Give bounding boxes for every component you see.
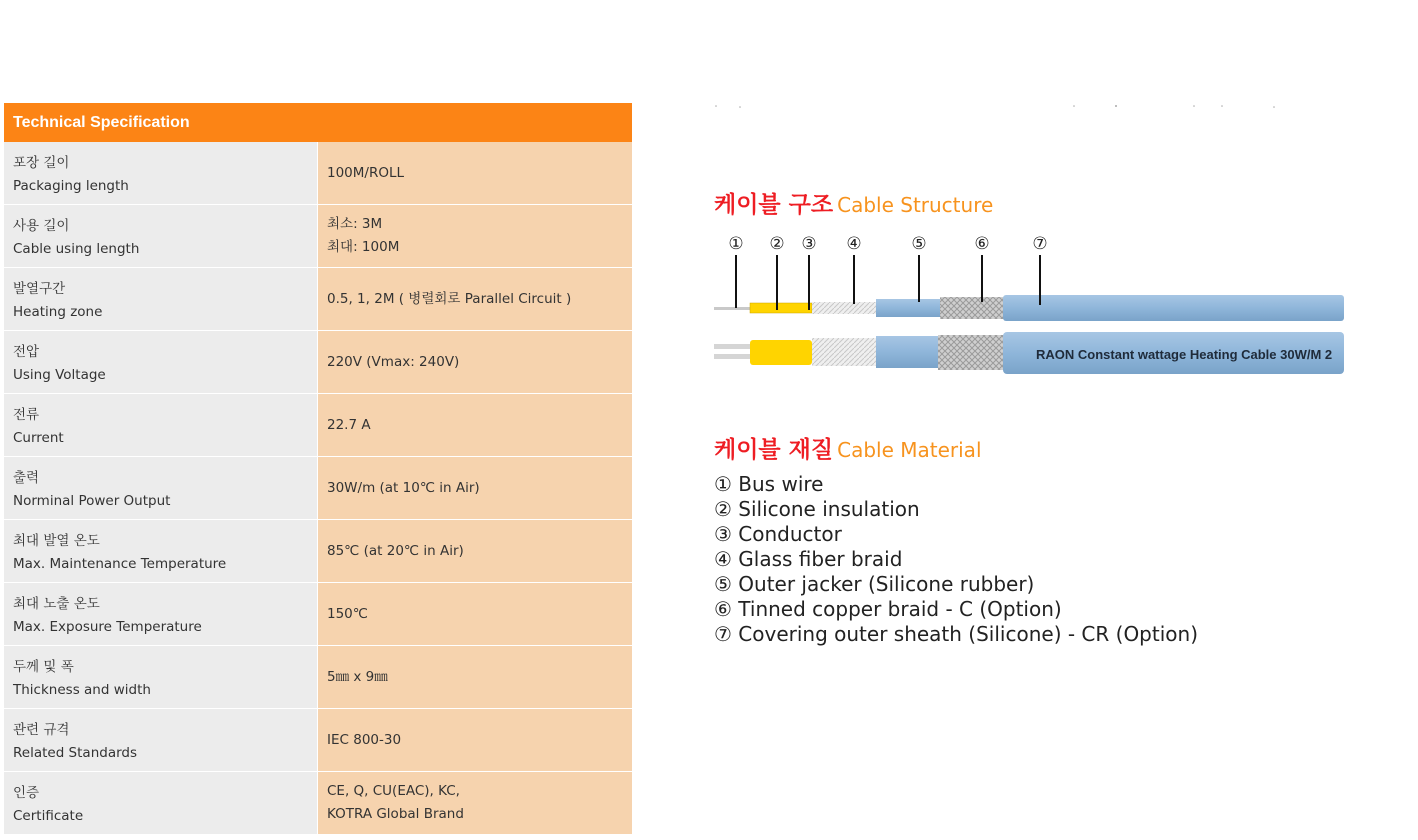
label-en: Certificate bbox=[13, 808, 84, 824]
label-ko: 최대 발열 온도 bbox=[13, 533, 100, 549]
label-en: Thickness and width bbox=[13, 682, 151, 698]
label-en: Related Standards bbox=[13, 745, 138, 761]
spec-value bbox=[318, 709, 632, 771]
spec-row bbox=[4, 330, 632, 393]
material-item: ④ Glass fiber braid bbox=[714, 547, 903, 571]
structure-title bbox=[714, 186, 993, 219]
material-item: ② Silicone insulation bbox=[714, 497, 920, 521]
marker-7: ⑦ bbox=[1032, 234, 1048, 254]
spec-value bbox=[318, 520, 632, 582]
structure-title-en: Cable Structure bbox=[837, 193, 994, 217]
marker-4: ④ bbox=[846, 234, 862, 254]
value-line: 85℃ (at 20℃ in Air) bbox=[327, 542, 464, 559]
spec-row bbox=[4, 204, 632, 267]
spec-label bbox=[4, 268, 318, 330]
spec-row bbox=[4, 645, 632, 708]
label-en: Max. Exposure Temperature bbox=[13, 619, 202, 635]
label-en: Using Voltage bbox=[13, 367, 106, 383]
material-item: ⑦ Covering outer sheath (Silicone) - CR (Option) bbox=[714, 622, 1198, 646]
label-ko: 발열구간 bbox=[13, 281, 66, 297]
spec-label bbox=[4, 583, 318, 645]
value-line: 22.7 A bbox=[327, 416, 371, 433]
material-title-en: Cable Material bbox=[837, 438, 982, 462]
label-en: Current bbox=[13, 430, 64, 446]
spec-label bbox=[4, 772, 318, 834]
material-title bbox=[714, 431, 982, 464]
spec-row bbox=[4, 393, 632, 456]
material-item: ⑤ Outer jacker (Silicone rubber) bbox=[714, 572, 1035, 596]
spec-value bbox=[318, 646, 632, 708]
label-en: Packaging length bbox=[13, 178, 129, 194]
spec-row bbox=[4, 142, 632, 204]
structure-title-ko: 케이블 구조 bbox=[714, 192, 834, 218]
spec-value bbox=[318, 205, 632, 267]
spec-row bbox=[4, 582, 632, 645]
spec-row bbox=[4, 519, 632, 582]
spec-label bbox=[4, 646, 318, 708]
spec-rows bbox=[4, 142, 632, 834]
label-ko: 사용 길이 bbox=[13, 218, 70, 234]
value-line: IEC 800-30 bbox=[327, 731, 402, 748]
spec-value bbox=[318, 331, 632, 393]
value-line: 30W/m (at 10℃ in Air) bbox=[327, 479, 480, 496]
spec-row bbox=[4, 771, 632, 834]
label-ko: 포장 길이 bbox=[13, 155, 70, 171]
value-line: 150℃ bbox=[327, 605, 368, 622]
label-ko: 전압 bbox=[13, 344, 40, 360]
label-en: Norminal Power Output bbox=[13, 493, 171, 509]
label-ko: 전류 bbox=[13, 407, 40, 423]
spec-label bbox=[4, 205, 318, 267]
spec-value bbox=[318, 268, 632, 330]
marker-2: ② bbox=[769, 234, 785, 254]
material-list bbox=[714, 472, 1198, 647]
value-line: 최대: 100M bbox=[327, 239, 400, 255]
spec-label bbox=[4, 709, 318, 771]
cable-structure-diagram bbox=[714, 228, 1344, 378]
value-line: 100M/ROLL bbox=[327, 164, 405, 181]
material-item: ① Bus wire bbox=[714, 472, 824, 496]
value-line: 220V (Vmax: 240V) bbox=[327, 353, 460, 370]
spec-label bbox=[4, 142, 318, 204]
spec-row bbox=[4, 708, 632, 771]
spec-label bbox=[4, 394, 318, 456]
material-item: ⑥ Tinned copper braid - C (Option) bbox=[714, 597, 1062, 621]
marker-1: ① bbox=[728, 234, 744, 254]
label-en: Heating zone bbox=[13, 304, 103, 320]
spec-label bbox=[4, 457, 318, 519]
spec-row bbox=[4, 267, 632, 330]
spec-row bbox=[4, 456, 632, 519]
spec-table-title: Technical Specification bbox=[4, 103, 632, 142]
label-en: Cable using length bbox=[13, 241, 140, 257]
label-ko: 관련 규격 bbox=[13, 722, 70, 738]
label-en: Max. Maintenance Temperature bbox=[13, 556, 227, 572]
spec-label bbox=[4, 331, 318, 393]
label-ko: 출력 bbox=[13, 470, 40, 486]
spec-value bbox=[318, 457, 632, 519]
label-ko: 최대 노출 온도 bbox=[13, 596, 100, 612]
spec-label bbox=[4, 520, 318, 582]
value-line: CE, Q, CU(EAC), KC, bbox=[327, 783, 460, 799]
cable-print-text: RAON Constant wattage Heating Cable 30W/M 2 bbox=[1036, 347, 1333, 362]
material-item: ③ Conductor bbox=[714, 522, 842, 546]
material-title-ko: 케이블 재질 bbox=[714, 437, 834, 463]
value-line: 최소: 3M bbox=[327, 216, 383, 232]
spec-value bbox=[318, 583, 632, 645]
spec-value bbox=[318, 772, 632, 834]
cable-info-panel bbox=[714, 0, 1354, 840]
value-line: 0.5, 1, 2M ( 병렬회로 Parallel Circuit ) bbox=[327, 290, 572, 307]
label-ko: 두께 및 폭 bbox=[13, 659, 74, 675]
marker-5: ⑤ bbox=[911, 234, 927, 254]
cable-lower bbox=[714, 332, 1344, 374]
value-line: KOTRA Global Brand bbox=[327, 806, 464, 822]
marker-6: ⑥ bbox=[974, 234, 990, 254]
marker-3: ③ bbox=[801, 234, 817, 254]
label-ko: 인증 bbox=[13, 785, 40, 801]
value-line: 5㎜ x 9㎜ bbox=[327, 668, 388, 685]
spec-value bbox=[318, 142, 632, 204]
spec-value bbox=[318, 394, 632, 456]
decorative-dots bbox=[714, 104, 1284, 110]
spec-table bbox=[4, 103, 632, 834]
